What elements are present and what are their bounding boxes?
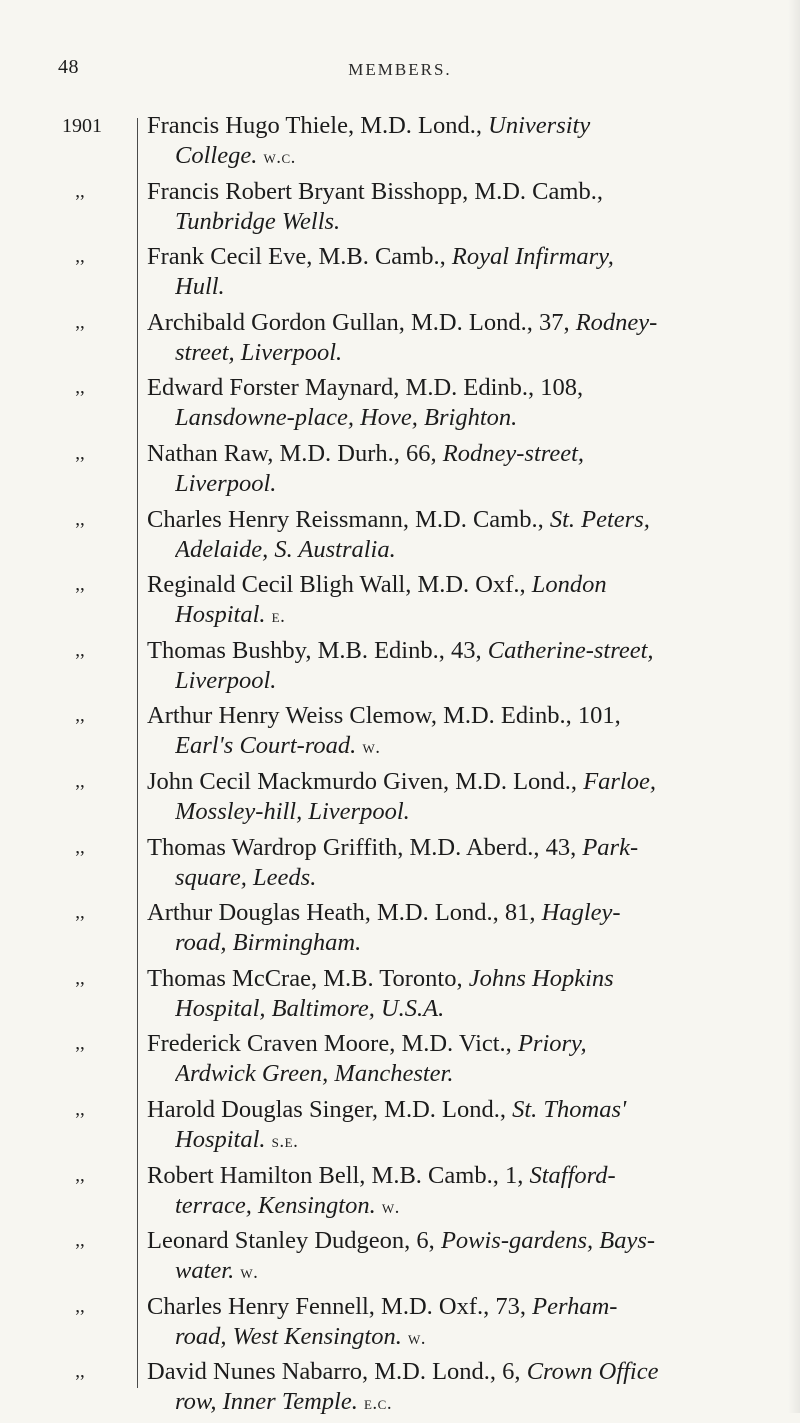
entry-line-1: [147, 964, 787, 994]
member-entry: [0, 505, 800, 571]
entry-line-2: [175, 731, 785, 763]
member-entry: [0, 701, 800, 767]
entry-line-2: [175, 535, 785, 565]
entry-address-start: Johns Hopkins: [468, 964, 614, 992]
member-entry: [0, 308, 800, 374]
entry-line-1: [147, 833, 787, 863]
page-number: 48: [58, 56, 79, 78]
entry-address-start: Priory,: [517, 1030, 587, 1058]
entry-address: row, Inner Temple.: [175, 1388, 358, 1416]
entry-address-start: St. Peters,: [549, 505, 650, 533]
entry-year: ,,: [75, 1098, 85, 1120]
entry-name-qualification: Frederick Craven Moore, M.D. Vict.,: [147, 1030, 518, 1058]
entry-postal-district: e.: [271, 606, 286, 628]
member-entry: [0, 373, 800, 439]
member-entry: [0, 1226, 800, 1292]
entry-address: Lansdowne-place, Hove, Brighton.: [175, 404, 518, 432]
entry-address-start: St. Thomas': [512, 1095, 627, 1123]
entry-line-1: [147, 308, 787, 338]
entry-line-1: [147, 570, 787, 600]
entry-name-qualification: David Nunes Nabarro, M.D. Lond., 6,: [147, 1358, 527, 1386]
entry-name-qualification: Frank Cecil Eve, M.B. Camb.,: [147, 243, 452, 271]
entry-address-start: Crown Office: [526, 1358, 659, 1386]
entry-address: Hull.: [175, 273, 225, 301]
member-entry: [0, 1292, 800, 1358]
entry-address: Liverpool.: [175, 666, 277, 694]
entry-line-1: [147, 242, 787, 272]
entry-name-qualification: John Cecil Mackmurdo Given, M.D. Lond.,: [147, 767, 584, 795]
entry-line-1: [147, 1161, 787, 1191]
entry-line-1: [147, 177, 787, 207]
member-entry: [0, 636, 800, 702]
entry-line-2: [175, 1256, 785, 1288]
entry-year: ,,: [75, 508, 85, 530]
member-entry: [0, 439, 800, 505]
entry-year: ,,: [75, 246, 85, 268]
entry-year: ,,: [75, 639, 85, 661]
entry-year: ,,: [75, 442, 85, 464]
entry-line-2: [175, 863, 785, 893]
entry-line-1: [147, 1292, 787, 1322]
entry-line-2: [175, 141, 785, 173]
entry-address: water.: [175, 1257, 235, 1285]
member-entry: [0, 964, 800, 1030]
entry-line-2: [175, 207, 785, 237]
entry-name-qualification: Archibald Gordon Gullan, M.D. Lond., 37,: [147, 308, 576, 336]
entry-line-1: [147, 111, 787, 141]
entry-name-qualification: Charles Henry Reissmann, M.D. Camb.,: [147, 505, 550, 533]
entry-address: College.: [175, 142, 258, 169]
entry-address-start: London: [531, 571, 607, 599]
entry-line-2: [175, 666, 785, 696]
member-entry: [0, 1161, 800, 1227]
entry-address-start: Park-: [582, 833, 639, 861]
entry-address: Tunbridge Wells.: [175, 207, 341, 235]
entry-line-1: [147, 373, 787, 403]
entry-address-start: Royal Infirmary,: [451, 243, 614, 271]
entry-name-qualification: Nathan Raw, M.D. Durh., 66,: [147, 439, 443, 467]
entry-line-1: [147, 1226, 787, 1256]
entry-name-qualification: Thomas Bushby, M.B. Edinb., 43,: [147, 636, 488, 664]
entry-year: ,,: [75, 311, 85, 333]
entry-address: Hospital.: [175, 601, 266, 629]
entry-address-start: University: [488, 112, 591, 139]
entry-address: square, Leeds.: [175, 863, 317, 891]
entry-address: road, West Kensington.: [175, 1322, 402, 1350]
entry-line-1: [147, 1357, 787, 1387]
entry-address: Ardwick Green, Manchester.: [175, 1060, 454, 1088]
entry-postal-district: w.: [362, 737, 381, 759]
member-entry: [0, 1029, 800, 1095]
entry-name-qualification: Arthur Douglas Heath, M.D. Lond., 81,: [147, 899, 542, 927]
entry-postal-district: w.c.: [263, 147, 296, 168]
member-entry: [0, 242, 800, 308]
entry-name-qualification: Reginald Cecil Bligh Wall, M.D. Oxf.,: [147, 571, 532, 599]
entry-address-start: Farloe,: [583, 767, 656, 795]
entry-address: Adelaide, S. Australia.: [175, 535, 396, 563]
entry-address: street, Liverpool.: [175, 338, 343, 366]
entry-name-qualification: Charles Henry Fennell, M.D. Oxf., 73,: [147, 1292, 533, 1320]
entry-year: ,,: [75, 1033, 85, 1055]
entry-year: ,,: [75, 377, 85, 399]
entry-line-2: [175, 1059, 785, 1089]
entry-postal-district: w.: [381, 1196, 400, 1218]
entry-year: ,,: [75, 1361, 85, 1383]
member-entry: [0, 1357, 800, 1423]
entry-name-qualification: Harold Douglas Singer, M.D. Lond.,: [147, 1095, 513, 1123]
entry-postal-district: w.: [240, 1262, 259, 1284]
entry-line-1: [147, 898, 787, 928]
member-entry: [0, 570, 800, 636]
entry-line-1: [147, 1029, 787, 1059]
entry-postal-district: w.: [408, 1327, 427, 1349]
entry-address: road, Birmingham.: [175, 929, 362, 957]
entry-line-1: [147, 636, 787, 666]
member-entry: [0, 111, 800, 177]
entry-address: terrace, Kensington.: [175, 1191, 376, 1219]
entry-address-start: Rodney-street,: [442, 439, 585, 467]
entry-year: ,,: [75, 770, 85, 792]
entry-year: ,,: [75, 902, 85, 924]
entry-address: Mossley-hill, Liverpool.: [175, 797, 410, 825]
entry-name-qualification: Francis Hugo Thiele, M.D. Lond.,: [147, 112, 489, 139]
entry-line-1: [147, 767, 787, 797]
entry-name-qualification: Francis Robert Bryant Bisshopp, M.D. Camb.,: [147, 177, 603, 205]
entry-year: 1901: [62, 115, 102, 137]
entry-line-1: [147, 701, 787, 731]
entry-postal-district: s.e.: [271, 1130, 299, 1152]
entry-line-1: [147, 505, 787, 535]
entry-postal-district: e.c.: [363, 1393, 393, 1415]
member-entry: [0, 1095, 800, 1161]
entry-line-2: [175, 272, 785, 302]
entry-address: Hospital.: [175, 1125, 266, 1153]
entry-name-qualification: Thomas Wardrop Griffith, M.D. Aberd., 43,: [147, 833, 583, 861]
entry-line-2: [175, 1125, 785, 1157]
entry-line-2: [175, 797, 785, 827]
entry-address-start: Perham-: [532, 1292, 618, 1320]
entry-name-qualification: Arthur Henry Weiss Clemow, M.D. Edinb., 101,: [147, 702, 621, 730]
member-entry: [0, 767, 800, 833]
entry-address: Earl's Court-road.: [175, 732, 357, 760]
entry-line-2: [175, 1322, 785, 1354]
member-entry: [0, 898, 800, 964]
entry-address: Hospital, Baltimore, U.S.A.: [175, 994, 445, 1022]
entry-address-start: Stafford-: [529, 1161, 616, 1189]
entry-year: ,,: [75, 705, 85, 727]
entry-year: ,,: [75, 180, 85, 202]
entry-line-2: [175, 403, 785, 433]
entry-year: ,,: [75, 1230, 85, 1252]
entry-line-1: [147, 439, 787, 469]
member-entry: [0, 833, 800, 899]
entry-name-qualification: Thomas McCrae, M.B. Toronto,: [147, 964, 469, 992]
entry-name-qualification: Robert Hamilton Bell, M.B. Camb., 1,: [147, 1161, 530, 1189]
entry-address: Liverpool.: [175, 469, 277, 497]
entry-line-2: [175, 600, 785, 632]
member-list: [0, 111, 800, 1423]
entry-address-start: Rodney-: [575, 308, 658, 336]
entry-year: ,,: [75, 836, 85, 858]
entry-line-2: [175, 338, 785, 368]
entry-name-qualification: Leonard Stanley Dudgeon, 6,: [147, 1227, 441, 1255]
entry-line-2: [175, 1387, 785, 1419]
entry-line-2: [175, 1191, 785, 1223]
entry-address-start: Powis-gardens, Bays-: [440, 1227, 656, 1255]
entry-address-start: Hagley-: [541, 899, 621, 927]
entry-year: ,,: [75, 1295, 85, 1317]
member-entry: [0, 177, 800, 243]
entry-year: ,,: [75, 1164, 85, 1186]
entry-address-start: Catherine-street,: [487, 636, 654, 664]
running-head: MEMBERS.: [348, 60, 452, 79]
entry-year: ,,: [75, 574, 85, 596]
entry-line-1: [147, 1095, 787, 1125]
entry-line-2: [175, 928, 785, 958]
entry-line-2: [175, 469, 785, 499]
entry-year: ,,: [75, 967, 85, 989]
entry-line-2: [175, 994, 785, 1024]
entry-name-qualification: Edward Forster Maynard, M.D. Edinb., 108,: [147, 374, 584, 402]
